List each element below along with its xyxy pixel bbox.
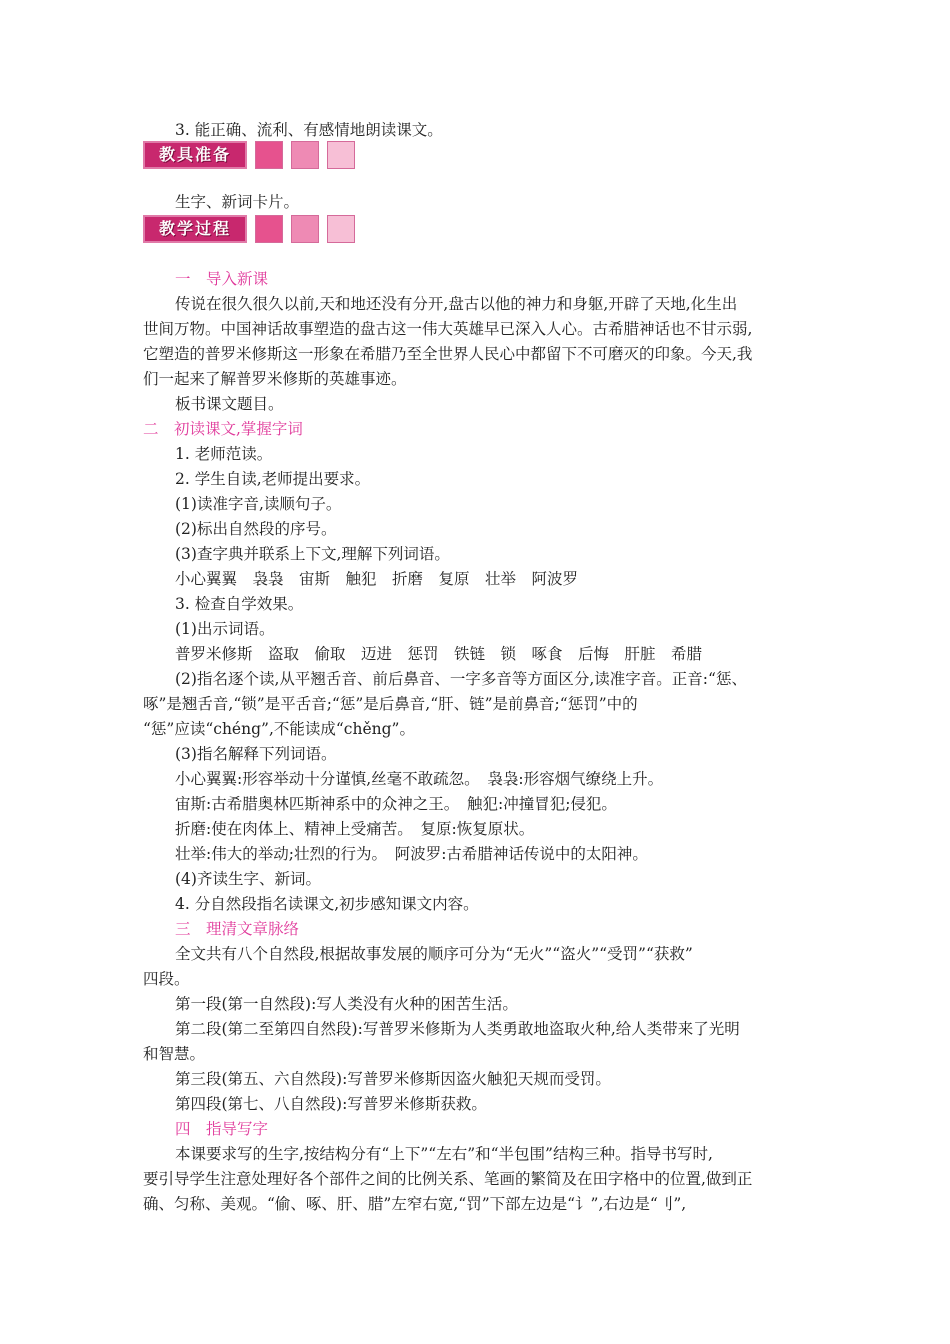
paragraph-line: 传说在很久很久以前,天和地还没有分开,盘古以他的神力和身躯,开辟了天地,化生出	[175, 295, 738, 313]
decor-square	[291, 215, 319, 243]
definition-line: 壮举:伟大的举动;壮烈的行为。 阿波罗:古希腊神话传说中的太阳神。	[175, 845, 648, 863]
paragraph-line: 1. 老师范读。	[175, 445, 273, 463]
decor-square	[327, 141, 355, 169]
paragraph-line: 第三段(第五、六自然段):写普罗米修斯因盗火触犯天规而受罚。	[175, 1070, 611, 1088]
decor-square	[291, 141, 319, 169]
paragraph-line: 本课要求写的生字,按结构分有“上下”“左右”和“半包围”结构三种。指导书写时,	[175, 1145, 713, 1163]
section-title: 教学过程	[143, 215, 247, 243]
paragraph-line: 第四段(第七、八自然段):写普罗米修斯获救。	[175, 1095, 487, 1113]
decor-square	[255, 141, 283, 169]
paragraph-line: (1)读准字音,读顺句子。	[175, 495, 342, 513]
paragraph-line: (1)出示词语。	[175, 620, 275, 638]
paragraph-line: 第二段(第二至第四自然段):写普罗米修斯为人类勇敢地盗取火种,给人类带来了光明	[175, 1020, 740, 1038]
paragraph-line: 啄”是翘舌音,“锁”是平舌音;“惩”是后鼻音,“肝、链”是前鼻音;“惩罚”中的	[143, 695, 638, 713]
paragraph-line: “惩”应读“chéng”,不能读成“chěng”。	[143, 720, 415, 738]
part-heading: 二 初读课文,掌握字词	[143, 420, 303, 438]
paragraph-line: (3)指名解释下列词语。	[175, 745, 337, 763]
part-heading: 一 导入新课	[175, 270, 269, 288]
paragraph-line: 确、匀称、美观。“偷、啄、肝、腊”左窄右宽,“罚”下部左边是“讠”,右边是“刂”,	[143, 1195, 687, 1213]
definition-line: 折磨:使在肉体上、精神上受痛苦。 复原:恢复原状。	[175, 820, 535, 838]
paragraph-line: 板书课文题目。	[175, 395, 284, 413]
paragraph-line: 全文共有八个自然段,根据故事发展的顺序可分为“无火”“盗火”“受罚”“获救”	[175, 945, 693, 963]
objective-line: 3. 能正确、流利、有感情地朗读课文。	[175, 121, 443, 139]
paragraph-line: (2)指名逐个读,从平翘舌音、前后鼻音、一字多音等方面区分,读准字音。正音:“惩、	[175, 670, 747, 688]
paragraph-line: 们一起来了解普罗米修斯的英雄事迹。	[143, 370, 407, 388]
decor-square	[327, 215, 355, 243]
section-banner-tools	[143, 141, 355, 169]
paragraph-line: 要引导学生注意处理好各个部件之间的比例关系、笔画的繁简及在田字格中的位置,做到正	[143, 1170, 753, 1188]
paragraph-line: (4)齐读生字、新词。	[175, 870, 321, 888]
section-title: 教具准备	[143, 141, 247, 169]
paragraph-line: (2)标出自然段的序号。	[175, 520, 337, 538]
paragraph-line: 3. 检查自学效果。	[175, 595, 304, 613]
decor-square	[255, 215, 283, 243]
paragraph-line: 它塑造的普罗米修斯这一形象在希腊乃至全世界人民心中都留下不可磨灭的印象。今天,我	[143, 345, 753, 363]
paragraph-line: 第一段(第一自然段):写人类没有火种的困苦生活。	[175, 995, 518, 1013]
tools-content: 生字、新词卡片。	[175, 193, 300, 211]
definition-line: 宙斯:古希腊奥林匹斯神系中的众神之王。 触犯:冲撞冒犯;侵犯。	[175, 795, 617, 813]
vocab-list: 小心翼翼 袅袅 宙斯 触犯 折磨 复原 壮举 阿波罗	[175, 570, 579, 588]
vocab-list: 普罗米修斯 盗取 偷取 迈进 惩罚 铁链 锁 啄食 后悔 肝脏 希腊	[175, 645, 703, 663]
paragraph-line: 4. 分自然段指名读课文,初步感知课文内容。	[175, 895, 479, 913]
paragraph-line: 四段。	[143, 970, 190, 988]
section-banner-process	[143, 215, 355, 243]
definition-line: 小心翼翼:形容举动十分谨慎,丝毫不敢疏忽。 袅袅:形容烟气缭绕上升。	[175, 770, 664, 788]
paragraph-line: (3)查字典并联系上下文,理解下列词语。	[175, 545, 450, 563]
paragraph-line: 世间万物。中国神话故事塑造的盘古这一伟大英雄早已深入人心。古希腊神话也不甘示弱,	[143, 320, 753, 338]
part-heading: 三 理清文章脉络	[175, 920, 300, 938]
part-heading: 四 指导写字	[175, 1120, 269, 1138]
paragraph-line: 2. 学生自读,老师提出要求。	[175, 470, 371, 488]
paragraph-line: 和智慧。	[143, 1045, 206, 1063]
